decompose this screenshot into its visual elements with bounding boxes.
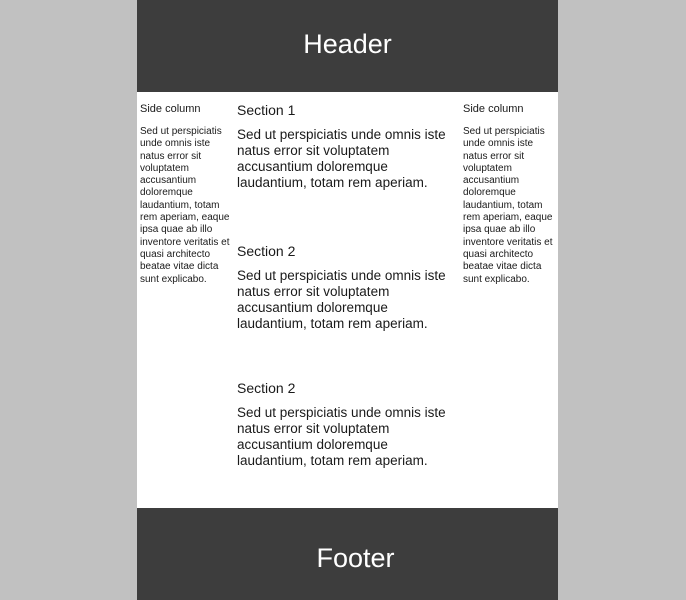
header-title: Header [303, 29, 392, 59]
section-3-title: Section 2 [237, 380, 296, 396]
left-side-column [140, 102, 236, 286]
section-3-text: Sed ut perspiciatis unde omnis iste natus error sit voluptatem accusantium doloremque laudantium, totam rem aperiam. [237, 405, 446, 468]
page-layout [137, 0, 558, 600]
left-side-column-title: Side column [140, 103, 201, 115]
footer-title: Footer [316, 543, 395, 573]
right-side-column-title: Side column [463, 103, 524, 115]
right-side-column-text: Sed ut perspiciatis unde omnis iste natus error sit voluptatem accusantium doloremque laudantium, totam rem aperiam, eaque ipsa quae ab illo inventore veritatis et quasi architecto beatae vitae dicta sunt explicabo. [463, 126, 553, 285]
section-1-text: Sed ut perspiciatis unde omnis iste natus error sit voluptatem accusantium doloremque laudantium, totam rem aperiam. [237, 127, 446, 190]
header [137, 0, 558, 92]
section-1 [237, 100, 455, 191]
section-1-title: Section 1 [237, 102, 296, 118]
section-2-text: Sed ut perspiciatis unde omnis iste natus error sit voluptatem accusantium doloremque laudantium, totam rem aperiam. [237, 268, 446, 331]
footer [137, 508, 558, 600]
left-side-column-text: Sed ut perspiciatis unde omnis iste natus error sit voluptatem accusantium doloremque laudantium, totam rem aperiam, eaque ipsa quae ab illo inventore veritatis et quasi architecto beatae vitae dicta sunt explicabo. [140, 126, 230, 285]
section-3 [237, 378, 455, 469]
section-2-title: Section 2 [237, 243, 296, 259]
right-side-column [463, 102, 559, 286]
section-2 [237, 241, 455, 332]
